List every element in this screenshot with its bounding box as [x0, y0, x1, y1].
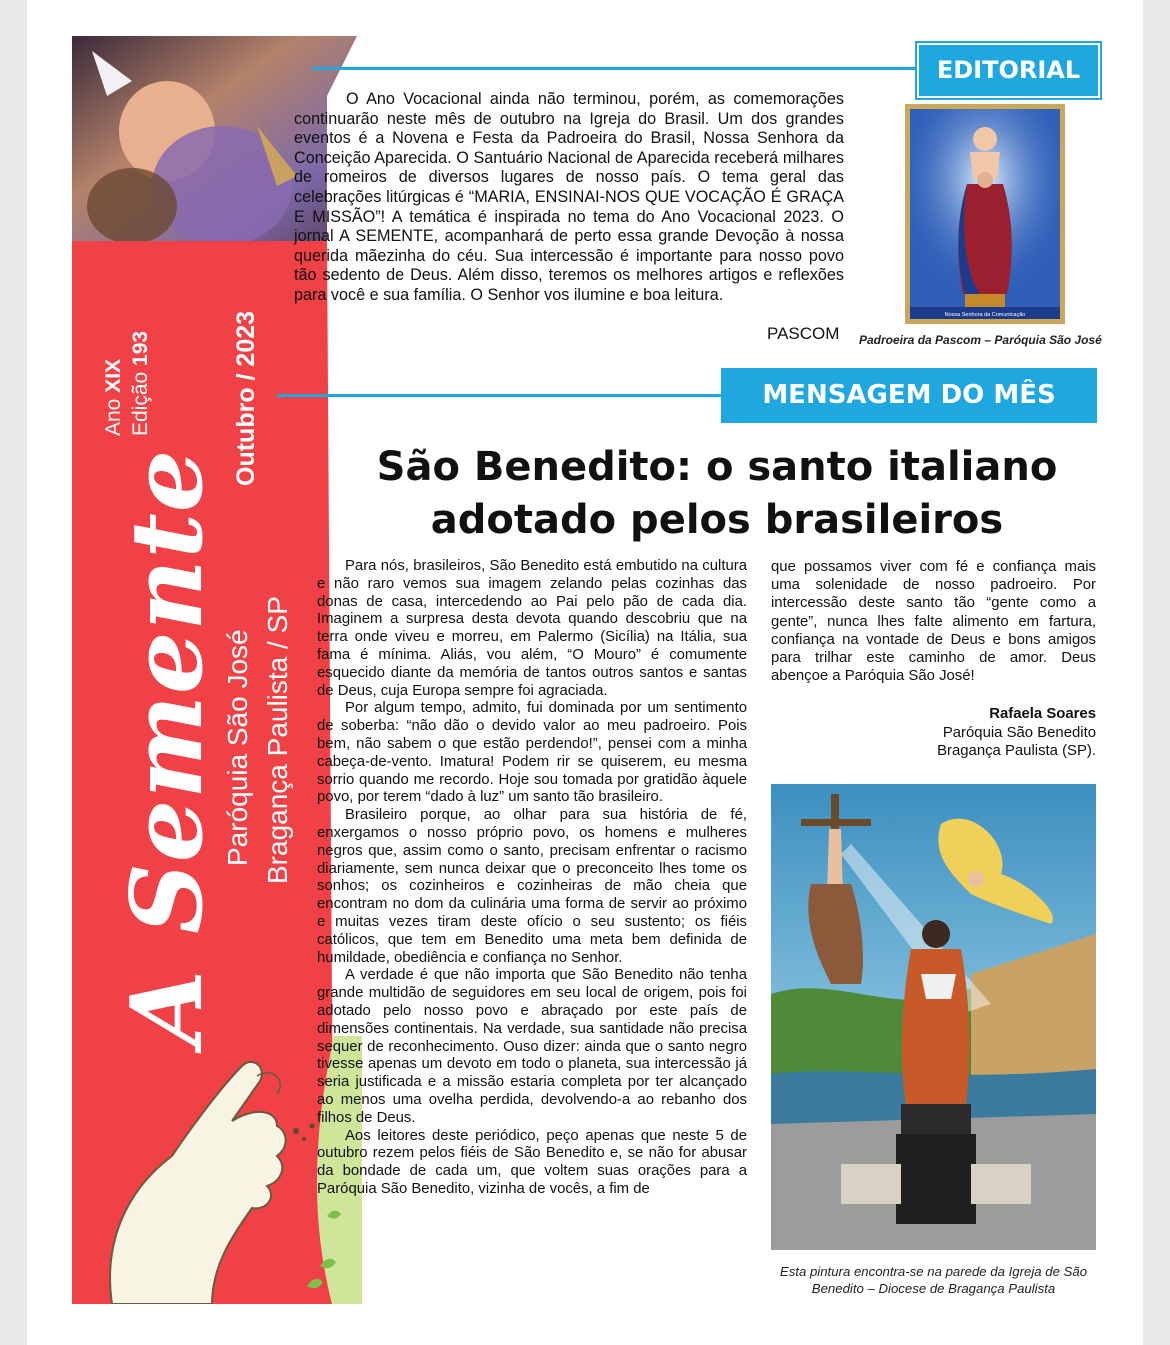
article-paragraph: A verdade é que não importa que São Benedito não tenha grande multidão de seguidores em seu local de origem, pois foi adotado pelo nosso povo e abraçado por este país de dimensões continentais. Na verdade, sua santidade não precisa sequer de reconhecimento. Ouso dizer: ainda que o santo negro tivesse apenas um devoto em todo o planeta, sua intercessão já seria justificada e a missão estaria completa por ter alcançado ao menos uma ovelha perdida, devolvendo-a ao rebanho dos filhos de Deus.: [317, 967, 747, 1126]
article-paragraph: Por algum tempo, admito, fui dominada por um sentimento de soberba: “não dão o devido valor ao meu padroeiro. Pois bem, não sabem o que estão perdendo!”, pensei com a minha cabeça-de-vento. Imatura! Podem rir se quiserem, eu mesma sorrio quando me recordo. Hoje sou tomada por gratidão àquele povo, por terem “dado à luz” um santo tão brasileiro.: [317, 700, 747, 806]
volume-label: Ano XIX: [102, 358, 125, 436]
editorial-text: O Ano Vocacional ainda não terminou, porém, as comemorações continuarão neste mês de outubro na Igreja do Brasil. Um dos grandes eventos é a Novena e Festa da Padroeira do Brasil, Nossa Senhora da Conceição Aparecida. O Santuário Nacional de Aparecida receberá milhares de romeiros de diversos lugares de nosso país. O tema geral das celebrações litúrgicas é “MARIA, ENSINAI-NOS QUE VOCAÇÃO É GRAÇA E MISSÃO”! A temática é inspirada no tema do Ano Vocacional 2023. O jornal A SEMENTE, acompanhará de perto essa grande Devoção à nossa querida mãezinha do céu. Sua intercessão é importante para nosso povo tão sedento de Deus. Além disso, teremos os melhores artigos e reflexões para você e sua família. O Senhor vos ilumine e boa leitura.: [294, 90, 844, 304]
parish-city: Bragança Paulista / SP: [262, 596, 293, 884]
article-column-1: [317, 558, 747, 1199]
editorial-rule: [312, 67, 924, 70]
mensagem-rule: [277, 394, 721, 397]
article-paragraph: Para nós, brasileiros, São Benedito está embutido na cultura e não raro vemos sua imagem zelando pelas cozinhas das donas de casa, intercedendo ao Pai pelo pão de cada dia. Imaginem a surpresa desta devota quando descobriu que na terra onde viveu e morreu, em Palermo (Sicília) na Itália, sua fama é mínima. Aliás, vou além, “O Mouro” é comumente esquecido diante da memória de tantos outros santos e santas de Deus, cuja Europa sempre foi agraciada.: [317, 558, 747, 699]
newspaper-page: [27, 0, 1143, 1345]
edition-label: Edição 193: [129, 330, 152, 436]
newspaper-logo: A Semente: [110, 448, 225, 1046]
article-paragraph: Aos leitores deste periódico, peço apenas que neste 5 de outubro rezem pelos fiéis de São Benedito e, se não for abusar da bondade de cada um, que voltem suas orações para a Paróquia São Benedito, vizinha de vocês, a fim de: [317, 1127, 747, 1197]
article-author: Rafaela Soares Paróquia São Benedito Bragança Paulista (SP).: [937, 706, 1096, 759]
article-paragraph: Brasileiro porque, ao olhar para sua história de fé, enxergamos o nosso próprio povo, os homens e mulheres negros que, assim como o santo, precisam enfrentar o racismo diariamente, sem nunca deixar que o preconceito lhes tome os sonhos; os cozinheiros e cozinheiras de mão cheia que encontram no dom da culinária uma forma de servir ao próximo e muitas vezes tiram deste ofício o seu sustento; os fiéis católicos, que tem em Benedito uma meta bem definida de humildade, obediência e confiança no Senhor.: [317, 807, 747, 966]
sao-benedito-painting: [771, 784, 1096, 1250]
padroeira-caption: Padroeira da Pascom – Paróquia São José: [859, 333, 1102, 347]
article-headline: São Benedito: o santo italiano adotado pelos brasileiros: [376, 444, 1058, 543]
issue-month: Outubro / 2023: [232, 310, 260, 486]
parish-name: Paróquia São José: [222, 629, 253, 866]
image-plaque: Nossa Senhora da Comunicação: [944, 312, 1026, 318]
painting-caption: Esta pintura encontra-se na parede da Igreja de São Benedito – Diocese de Bragança Paulista: [779, 1264, 1088, 1296]
editorial-signature: PASCOM: [767, 324, 840, 343]
mensagem-tag: MENSAGEM DO MÊS: [721, 368, 1097, 423]
editorial-tag: EDITORIAL: [917, 43, 1100, 98]
article-column-2: [771, 558, 1096, 685]
padroeira-image: [905, 104, 1065, 324]
article-paragraph: que possamos viver com fé e confiança mais uma solenidade de nosso padroeiro. Por intercessão deste santo tão “gente como a gente”, nunca lhes falte alimento em fartura, confiança na vontade de Deus e bons amigos para trilhar este caminho de amor. Deus abençoe a Paróquia São José!: [771, 559, 1096, 685]
